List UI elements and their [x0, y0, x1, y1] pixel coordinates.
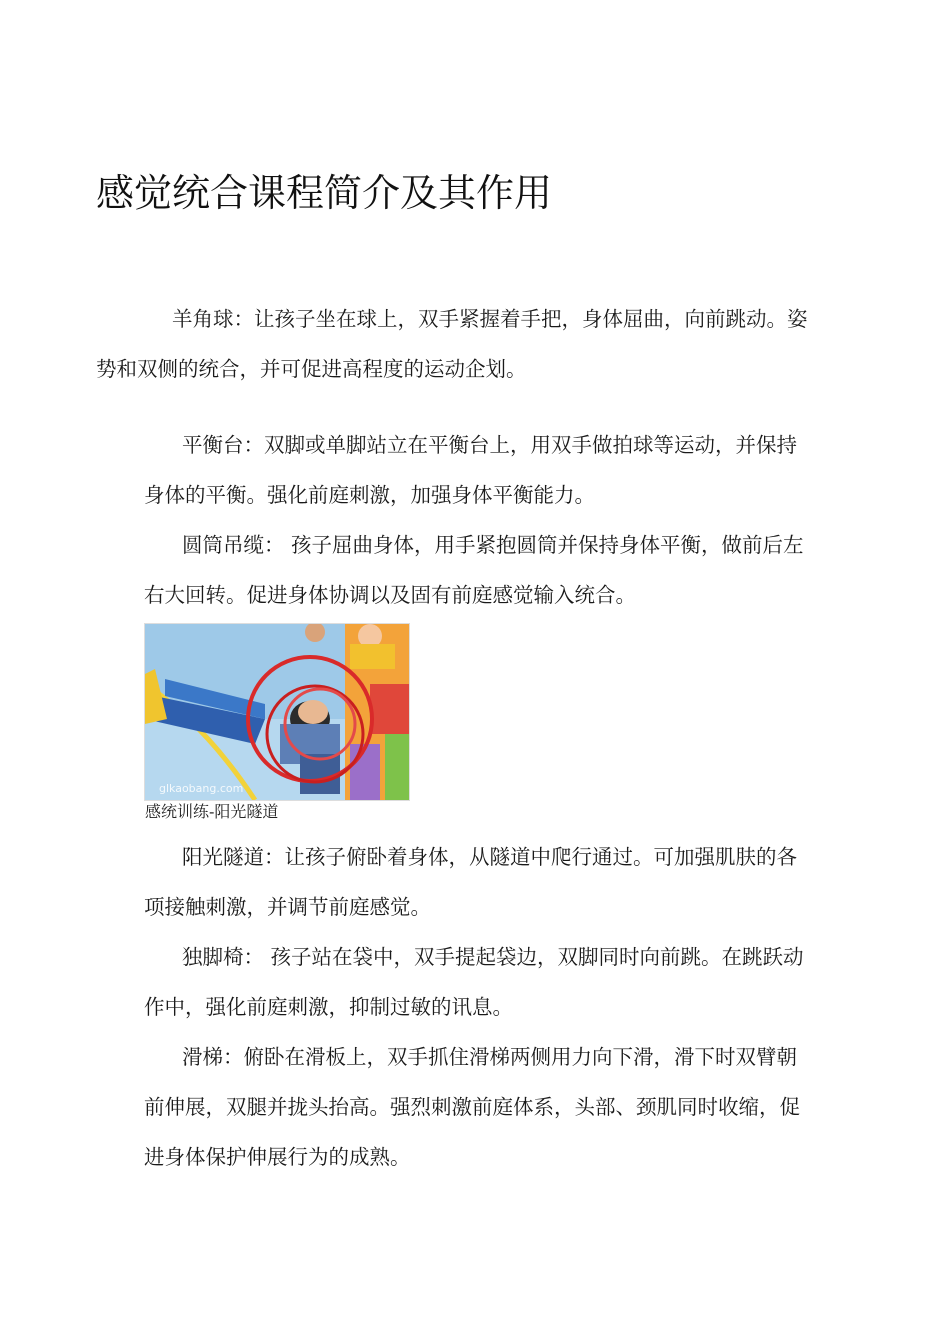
- paragraph-balance-board: 平衡台：双脚或单脚站立在平衡台上，用双手做拍球等运动，并保持身体的平衡。强化前庭刺激，加强身体平衡能力。: [144, 433, 797, 507]
- figure-caption: 感统训练-阳光隧道: [145, 802, 279, 821]
- paragraph-sunshine-tunnel: 阳光隧道：让孩子俯卧着身体，从隧道中爬行通过。可加强肌肤的各项接触刺激，并调节前庭感觉。: [144, 845, 797, 919]
- tunnel-training-photo: [144, 623, 410, 801]
- paragraph-cylinder-swing: 圆筒吊缆： 孩子屈曲身体，用手紧抱圆筒并保持身体平衡，做前后左右大回转。促进身体协调以及固有前庭感觉输入统合。: [144, 533, 804, 607]
- paragraph-goat-horn-ball: 羊角球：让孩子坐在球上，双手紧握着手把，身体屈曲，向前跳动。姿势和双侧的统合，并可促进高程度的运动企划。: [96, 307, 808, 381]
- photo-watermark: glkaobang.com: [159, 782, 244, 795]
- page-title: 感觉统合课程简介及其作用: [96, 171, 553, 215]
- paragraph-one-leg-chair: 独脚椅： 孩子站在袋中，双手提起袋边，双脚同时向前跳。在跳跃动作中，强化前庭刺激，抑制过敏的讯息。: [144, 945, 804, 1019]
- paragraph-slide: 滑梯：俯卧在滑板上，双手抓住滑梯两侧用力向下滑，滑下时双臂朝前伸展，双腿并拢头抬高。强烈刺激前庭体系，头部、颈肌同时收缩，促进身体保护伸展行为的成熟。: [144, 1045, 800, 1169]
